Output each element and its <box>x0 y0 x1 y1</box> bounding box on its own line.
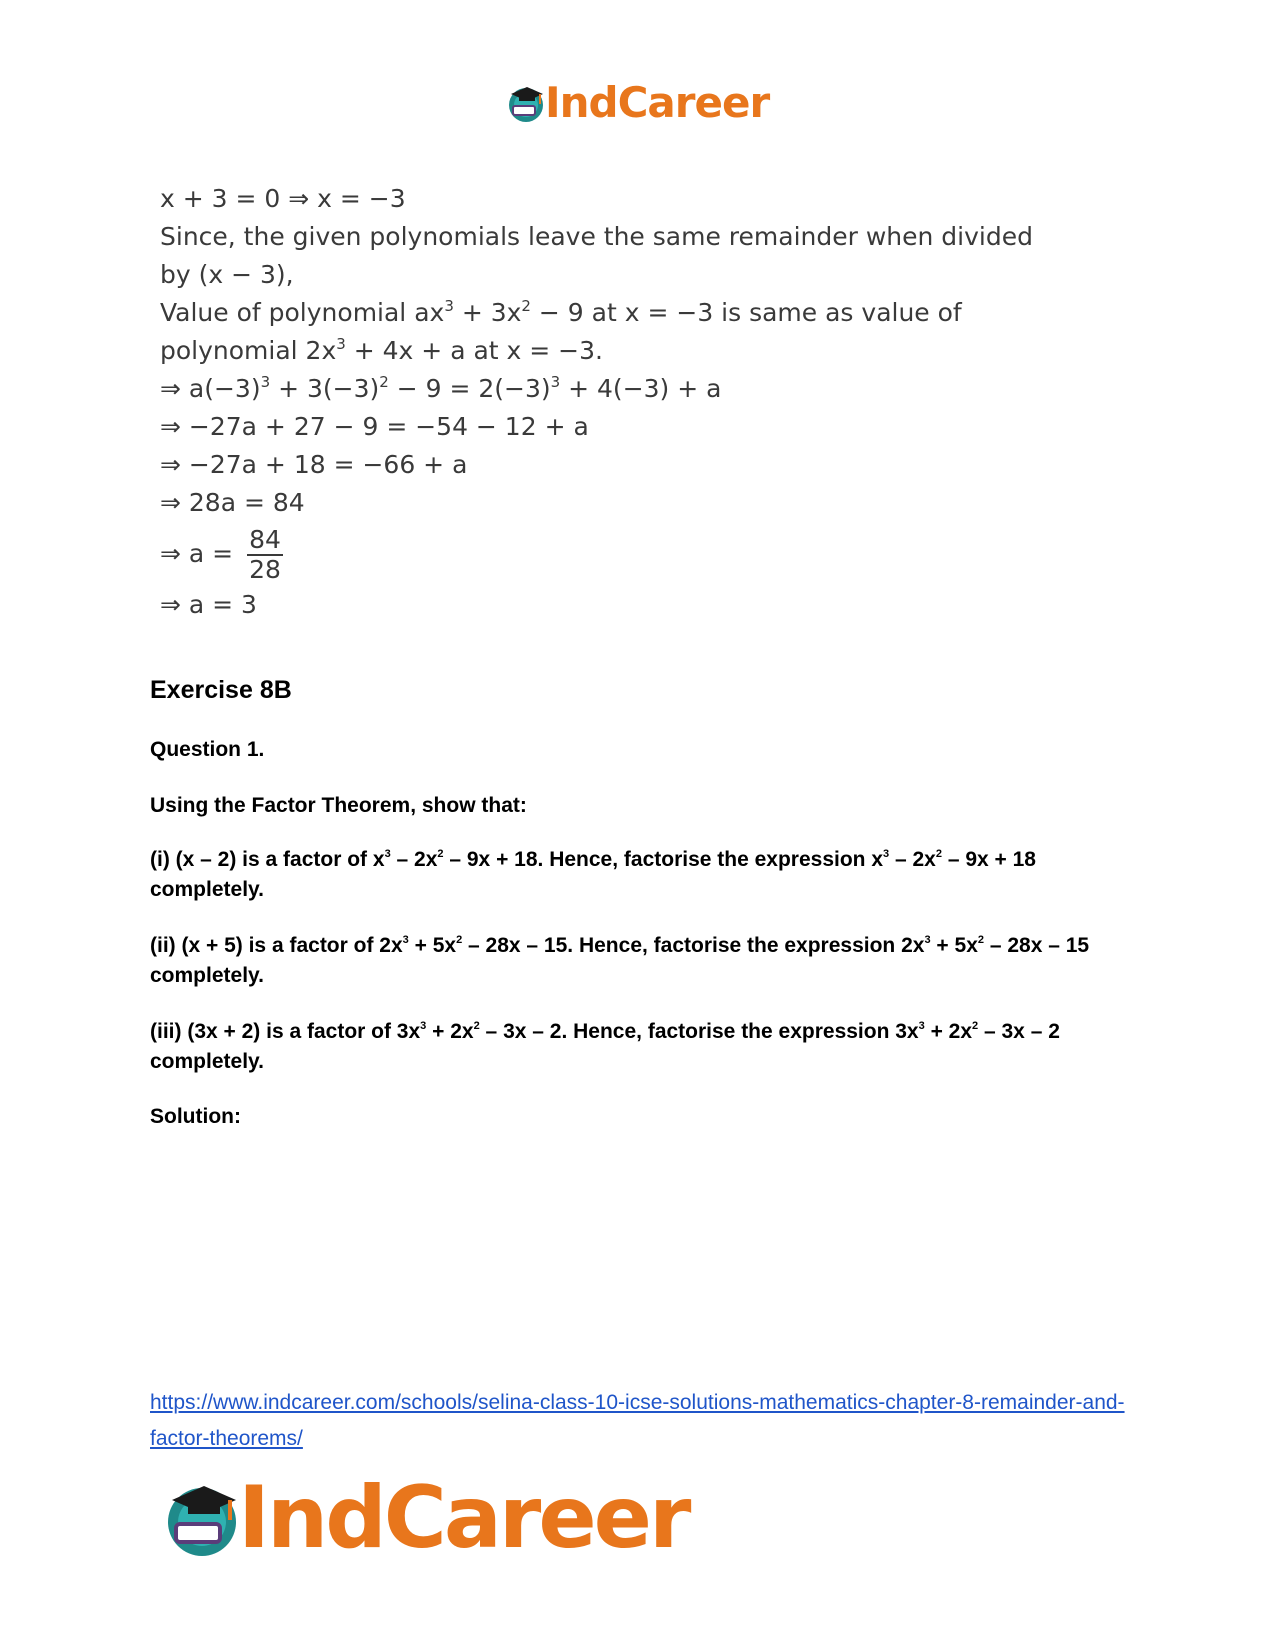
math-fraction-line <box>160 522 1060 586</box>
math-line: by (x − 3), <box>160 260 294 289</box>
fraction-numerator: 84 <box>249 525 281 554</box>
math-line: ⇒ a = 3 <box>160 590 257 619</box>
exercise-heading: Exercise 8B <box>150 676 292 704</box>
fraction <box>247 526 283 584</box>
question-label: Question 1. <box>150 738 265 761</box>
solution-math-image <box>160 180 1060 624</box>
logo-wordmark: IndCareer <box>545 78 770 127</box>
math-line: polynomial $2x^3 + 4x + a$ at x = −3. <box>160 335 603 365</box>
solution-label: Solution: <box>150 1105 241 1128</box>
fraction-prefix: ⇒ a = <box>160 539 234 568</box>
question-part-iii: (iii) (3x + 2) is a factor of $3x^3 + 2x^2 - 3x - 2$. Hence, factorise the expression $3x^3 + 2x^2 - 3x - 2$ completely. <box>150 1020 1060 1073</box>
question-part-ii: (ii) (x + 5) is a factor of $2x^3 + 5x^2 - 28x - 15$. Hence, factorise the expression $2x^3 + 5x^2 - 28x - 15$ completely. <box>150 934 1090 987</box>
graduation-cap-globe-icon <box>160 1476 244 1560</box>
graduation-cap-globe-icon <box>505 82 547 124</box>
question-stem: Using the Factor Theorem, show that: <box>150 794 527 817</box>
math-line: Since, the given polynomials leave the same remainder when divided <box>160 222 1033 251</box>
footer-logo <box>160 1468 688 1568</box>
math-line: ⇒ $a(-3)^3 + 3(-3)^2 - 9 = 2(-3)^3 + 4(-3) + a$ <box>160 373 722 403</box>
question-part-i: (i) (x – 2) is a factor of $x^3 - 2x^2 - 9x + 18$. Hence, factorise the expression $x^3 - 2x^2 - 9x + 18$ completely. <box>150 848 1036 901</box>
math-line: ⇒ 28a = 84 <box>160 488 305 517</box>
header-logo <box>505 78 769 127</box>
math-line: Value of polynomial $ax^3 + 3x^2 - 9$ at x = −3 is same as value of <box>160 297 962 327</box>
source-url-link[interactable]: https://www.indcareer.com/schools/selina-class-10-icse-solutions-mathematics-chapter-8-remainder-and-factor-theorems/ <box>150 1391 1125 1450</box>
math-line: ⇒ −27a + 27 − 9 = −54 − 12 + a <box>160 412 589 441</box>
math-line: ⇒ −27a + 18 = −66 + a <box>160 450 468 479</box>
logo-wordmark: IndCareer <box>238 1468 689 1568</box>
math-line: x + 3 = 0 ⇒ x = −3 <box>160 184 406 213</box>
fraction-denominator: 28 <box>249 555 281 584</box>
